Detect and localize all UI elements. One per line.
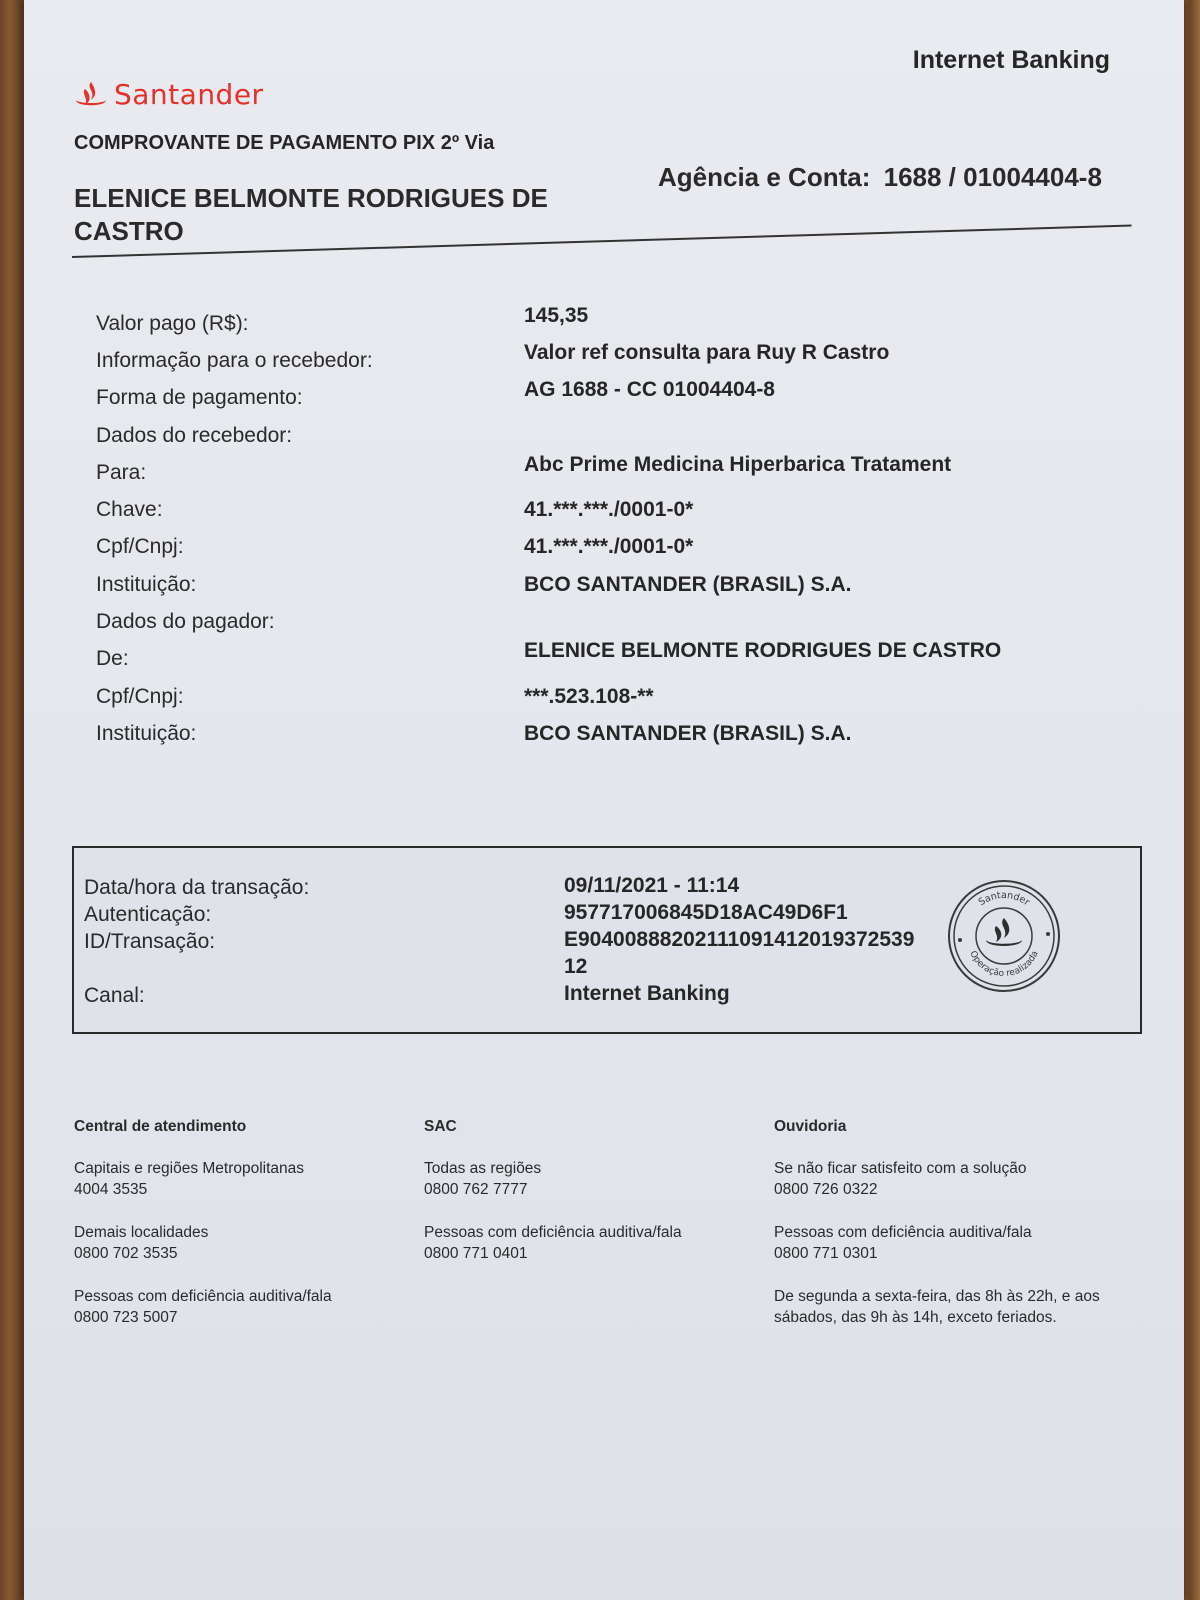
contact-label: Pessoas com deficiência auditiva/fala: [424, 1224, 682, 1241]
contact-label: Todas as regiões: [424, 1160, 542, 1177]
ouvidoria-column: [774, 1118, 1124, 1350]
contact-phone: 0800 702 3535: [74, 1245, 178, 1262]
channel-title: Internet Banking: [912, 46, 1110, 74]
sac-column: [424, 1118, 774, 1350]
field-row: [96, 454, 1046, 491]
field-label: Instituição:: [96, 572, 197, 596]
account-label: Agência e Conta:: [658, 162, 871, 192]
contact-phone: 0800 771 0401: [424, 1245, 528, 1262]
transaction-labels: [84, 874, 309, 1009]
field-label: Valor pago (R$):: [96, 311, 249, 335]
contact-phone: 0800 726 0322: [774, 1181, 878, 1198]
field-value: 41.***.***./0001-0*: [524, 498, 694, 522]
field-value: BCO SANTANDER (BRASIL) S.A.: [524, 572, 852, 596]
field-label: Para:: [96, 460, 147, 484]
field-value: ELENICE BELMONTE RODRIGUES DE CASTRO: [524, 639, 1002, 663]
contact-label: Se não ficar satisfeito com a solução: [774, 1160, 1027, 1177]
field-row: [96, 529, 1046, 566]
central-atendimento-column: [74, 1118, 424, 1350]
datetime-value: 09/11/2021 - 11:14: [564, 874, 740, 897]
seal-bottom-text: Operação realizada: [967, 949, 1041, 980]
field-label: De:: [96, 647, 129, 671]
channel-value: Internet Banking: [564, 982, 730, 1005]
field-value: ***.523.108-**: [524, 684, 654, 708]
field-row: [96, 678, 1046, 715]
central-title: Central de atendimento: [74, 1118, 247, 1135]
channel-label: Canal:: [84, 984, 145, 1007]
id-value-continued: 12: [564, 955, 588, 978]
contact-phone: 0800 771 0301: [774, 1245, 878, 1262]
field-row: [96, 715, 1046, 752]
field-value: Valor ref consulta para Ruy R Castro: [524, 340, 890, 364]
ouvidoria-title: Ouvidoria: [774, 1118, 847, 1135]
payment-fields: [96, 305, 1046, 753]
field-row: [96, 641, 1046, 678]
account-info: [658, 162, 1102, 193]
field-label: Dados do recebedor:: [96, 423, 293, 447]
field-row: [96, 380, 1046, 417]
field-row: [96, 417, 1046, 454]
field-value: 145,35: [524, 303, 589, 327]
contact-phone: 0800 762 7777: [424, 1181, 528, 1198]
hours-line: sábados, das 9h às 14h, exceto feriados.: [774, 1309, 1057, 1326]
field-row: [96, 603, 1046, 640]
field-row: [96, 491, 1046, 528]
field-value: BCO SANTANDER (BRASIL) S.A.: [524, 721, 852, 745]
santander-logo: [74, 78, 264, 111]
account-holder-name: ELENICE BELMONTE RODRIGUES DE CASTRO: [74, 183, 548, 246]
field-label: Informação para o recebedor:: [96, 348, 373, 372]
datetime-label: Data/hora da transação:: [84, 876, 310, 899]
contact-block: [424, 1158, 774, 1200]
santander-flame-icon: [74, 80, 108, 110]
contact-footer: [74, 1118, 1134, 1350]
contact-block: [74, 1222, 424, 1264]
field-label: Chave:: [96, 498, 163, 522]
field-value: 41.***.***./0001-0*: [524, 535, 694, 559]
auth-label: Autenticação:: [84, 903, 212, 926]
account-value: 1688 / 01004404-8: [883, 162, 1102, 192]
contact-phone: 0800 723 5007: [74, 1309, 178, 1326]
contact-label: Capitais e regiões Metropolitanas: [74, 1160, 305, 1177]
transaction-values: [564, 872, 914, 1007]
field-value: AG 1688 - CC 01004404-8: [524, 378, 775, 402]
field-label: Cpf/Cnpj:: [96, 684, 184, 708]
service-hours: [774, 1286, 1124, 1328]
field-label: Instituição:: [96, 721, 197, 745]
brand-name: Santander: [114, 78, 264, 111]
auth-value: 957717006845D18AC49D6F1: [564, 901, 848, 924]
field-label: Forma de pagamento:: [96, 386, 303, 410]
contact-label: Pessoas com deficiência auditiva/fala: [74, 1288, 332, 1305]
id-value: E90400888202111091412019372539: [564, 928, 915, 951]
seal-top-text: Santander: [976, 890, 1032, 909]
contact-phone: 4004 3535: [74, 1181, 148, 1198]
contact-label: Pessoas com deficiência auditiva/fala: [774, 1224, 1032, 1241]
sac-title: SAC: [424, 1118, 457, 1135]
field-value: Abc Prime Medicina Hiperbarica Tratament: [524, 452, 952, 476]
contact-block: [774, 1222, 1124, 1264]
field-row: [96, 305, 1046, 342]
contact-block: [74, 1158, 424, 1200]
document-title: COMPROVANTE DE PAGAMENTO PIX 2º Via: [74, 132, 495, 154]
contact-block: [424, 1222, 774, 1264]
svg-text:Santander: [977, 890, 1032, 908]
field-label: Cpf/Cnpj:: [96, 535, 184, 559]
id-label: ID/Transação:: [84, 930, 216, 953]
field-row: [96, 342, 1046, 379]
operation-seal-icon: [946, 878, 1062, 994]
contact-label: Demais localidades: [74, 1224, 209, 1241]
contact-block: [74, 1286, 424, 1328]
hours-line: De segunda a sexta-feira, das 8h às 22h, e aos: [774, 1288, 1100, 1305]
field-row: [96, 566, 1046, 603]
receipt-paper: [24, 0, 1184, 1600]
field-label: Dados do pagador:: [96, 610, 275, 634]
contact-block: [774, 1158, 1124, 1200]
transaction-box: [72, 846, 1142, 1034]
